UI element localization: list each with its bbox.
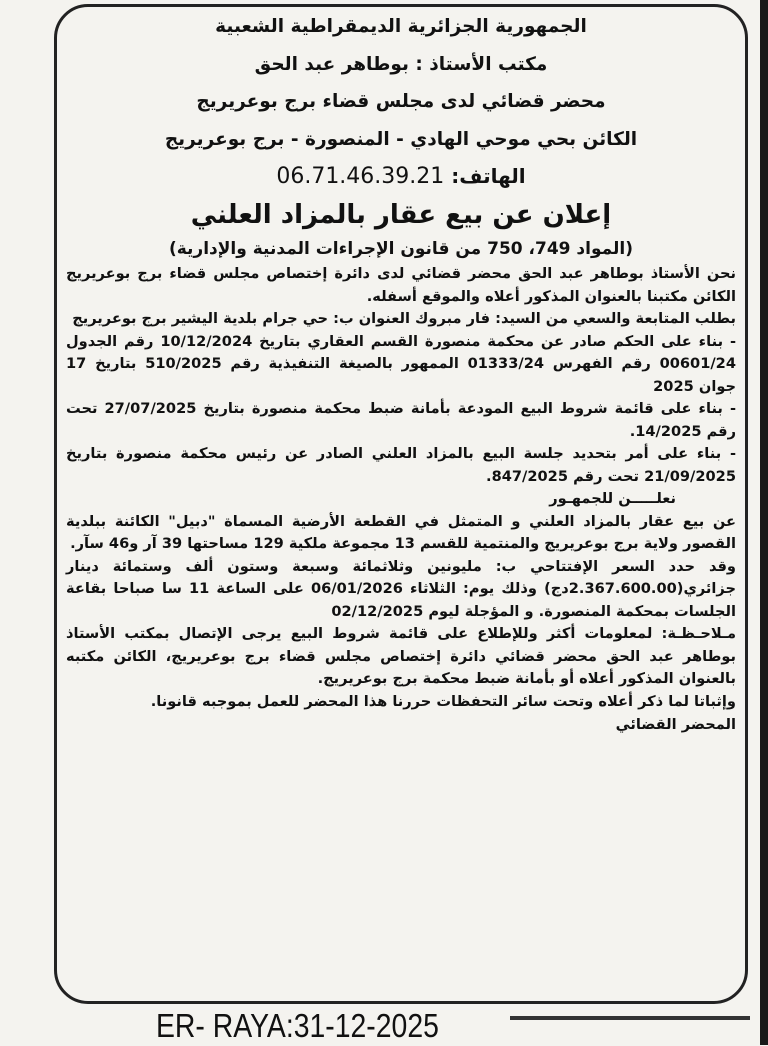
announcement-subtitle: (المواد 749، 750 من قانون الإجراءات المدنية والإدارية) bbox=[168, 239, 634, 259]
republic-heading: الجمهورية الجزائرية الديمقراطية الشعبية bbox=[215, 16, 587, 37]
announcement-title: إعلان عن بيع عقار بالمزاد العلني bbox=[190, 200, 612, 230]
request-paragraph: بطلب المتابعة والسعي من السيد: فار مبروك العنوان ب: حي جرام بلدية اليشير برج بوعريريج bbox=[72, 310, 736, 327]
bailiff-title: محضر قضائي لدى مجلس قضاء برج بوعريريج bbox=[196, 91, 606, 112]
note-paragraph: مـلاحـظـة: لمعلومات أكثر وللإطلاع على قائمة شروط البيع يرجى الإتصال بمكتب الأستاذ بوطاهر عبد الحق محضر قضائي دائرة إختصاص مجلس قضاء برج بوعريريج، الكائن مكتبه بالعنوان المذكور أعلاه أو بأمانة ضبط محكمة برج بوعريريج. bbox=[66, 625, 736, 687]
intro-paragraph: نحن الأستاذ بوطاهر عبد الحق محضر قضائي لدى دائرة إختصاص مجلس قضاء برج بوعريريج الكائن مكتبنا بالعنوان المذكور أعلاه والموقع أسفله. bbox=[66, 265, 736, 305]
conditions-item: - بناء على قائمة شروط البيع المودعة بأمانة ضبط محكمة منصورة بتاريخ 27/07/2025 تحت رقم 14/2025. bbox=[66, 400, 736, 440]
newspaper-footer: ER- RAYA:31-12-2025 bbox=[156, 1007, 439, 1044]
sale-paragraph: عن بيع عقار بالمزاد العلني و المتمثل في القطعة الأرضية المسماة "دبيل" الكائنة ببلدية القصور ولاية برج بوعريريج والمنتمية للقسم 13 مجموعة ملكية 129 مساحتها 39 آر و46 سآر. bbox=[66, 512, 736, 552]
footer-rule bbox=[510, 1016, 750, 1020]
announcement bbox=[66, 8, 736, 737]
office-address: الكائن بحي موحي الهادي - المنصورة - برج بوعريريج bbox=[164, 128, 638, 150]
closing-paragraph: وإثباتا لما ذكر أعلاه وتحت سائر التحفظات حررنا هذا المحضر للعمل بموجبه قانونا. bbox=[150, 692, 736, 710]
session-order-item: - بناء على أمر بتحديد جلسة البيع بالمزاد العلني الصادر عن رئيس محكمة منصورة بتاريخ 21/09/2025 تحت رقم 847/2025. bbox=[66, 445, 736, 485]
phone-line bbox=[66, 158, 736, 195]
signature-label: المحضر القضائي bbox=[615, 716, 736, 733]
judgment-item: - بناء على الحكم صادر عن محكمة منصورة القسم العقاري بتاريخ 10/12/2024 رقم الجدول 00601/24 رقم الفهرس 01333/24 الممهور بالصيغة التنفيذية رقم 510/2025 بتاريخ 17 جوان 2025 bbox=[66, 332, 736, 395]
public-notice-heading: نعلـــــن للجمهـور bbox=[549, 490, 676, 507]
announcement-body bbox=[66, 263, 736, 713]
price-paragraph: وقد حدد السعر الإفتتاحي ب: مليونين وثلاثمائة وسبعة وستون ألف وستمائة دينار جزائري(2.367.600.00دج) وذلك يوم: الثلاثاء 06/01/2026 على الساعة 11 سا صباحا بقاعة الجلسات بمحكمة المنصورة. و المؤجلة ليوم 02/12/2025 bbox=[66, 557, 736, 620]
page-edge-bar bbox=[760, 0, 768, 1045]
phone-label: الهاتف: bbox=[451, 164, 526, 188]
phone-number: 06.71.46.39.21 bbox=[276, 164, 445, 189]
office-name: مكتب الأستاذ : بوطاهر عبد الحق bbox=[254, 53, 548, 75]
